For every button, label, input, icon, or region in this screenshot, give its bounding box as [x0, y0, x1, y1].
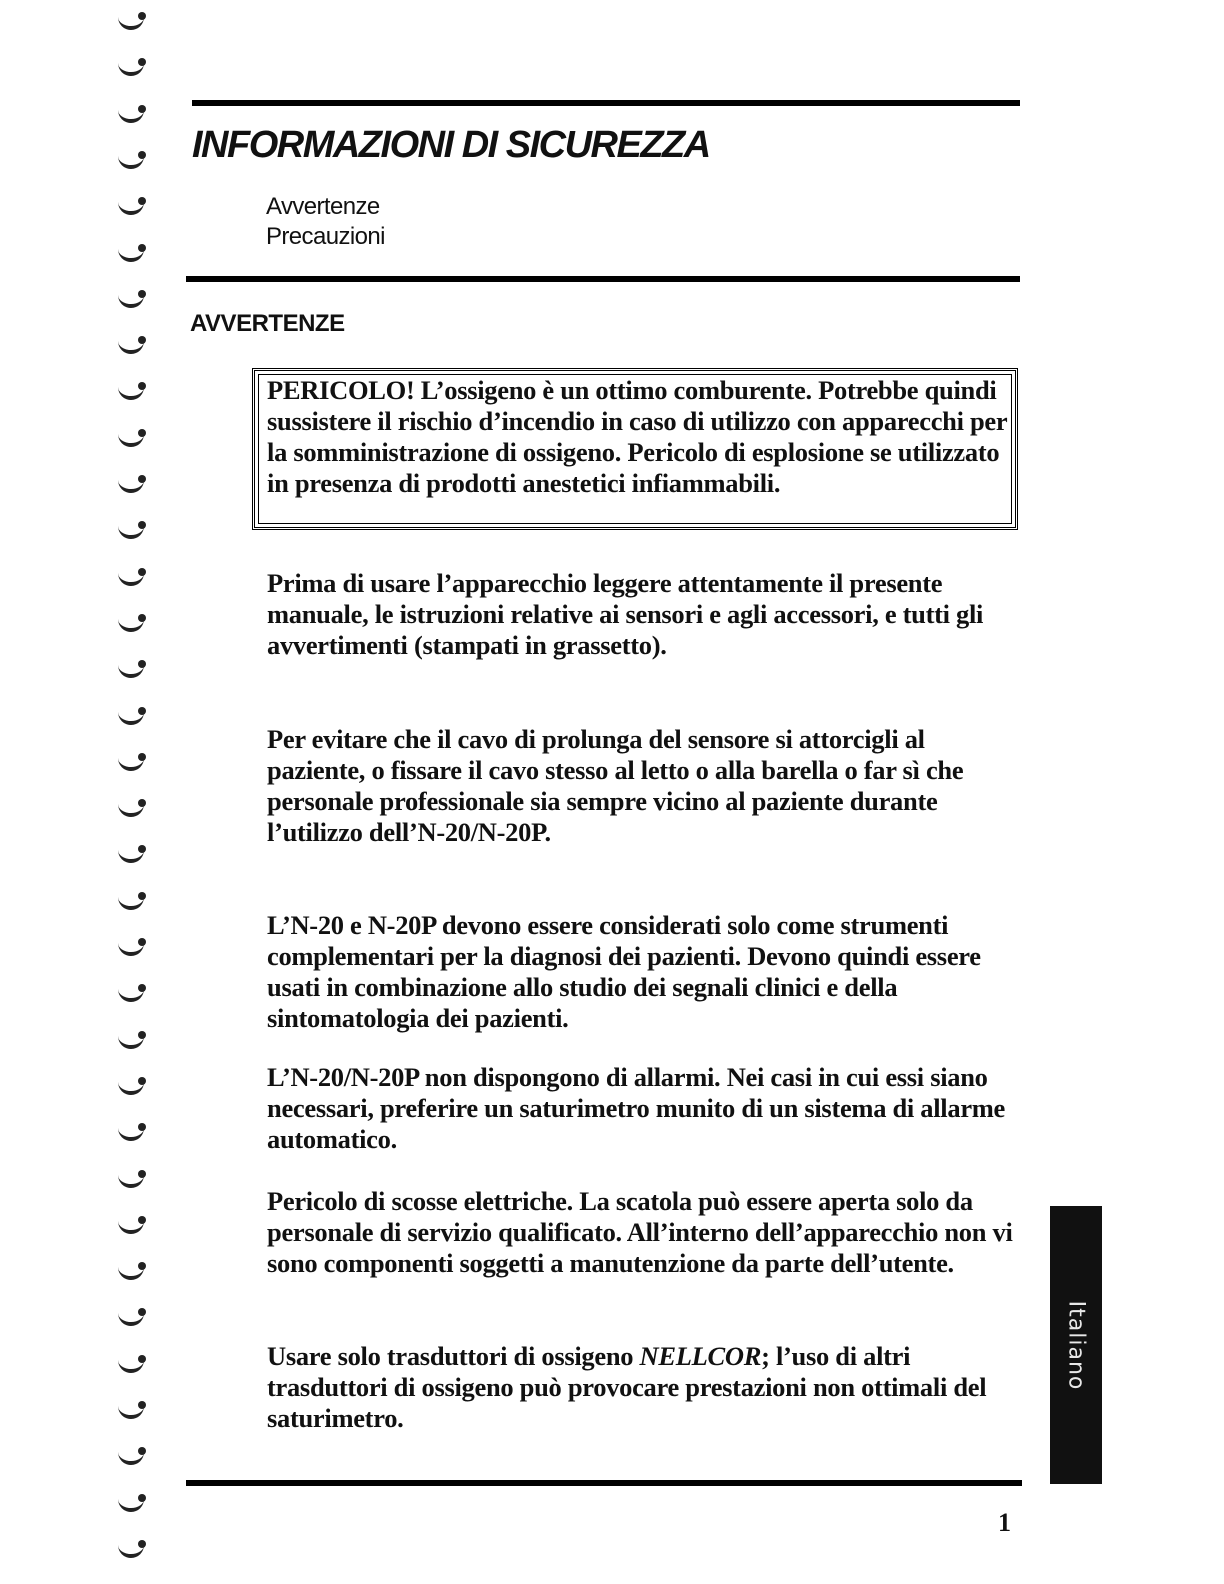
binding-ring	[118, 109, 144, 123]
warning-text: Usare solo trasduttori di ossigeno	[267, 1341, 640, 1371]
binding-ring	[118, 664, 144, 678]
danger-text: PERICOLO! L’ossigeno è un ottimo comburente. Potrebbe quindi sussistere il rischio d’incendio in caso di utilizzo con apparecchi per la somministrazione di ossigeno. Pericolo di esplosione se utilizzato in presenza di prodotti anestetici infiammabili.	[267, 375, 1007, 498]
binding-ring	[118, 525, 144, 539]
binding-ring	[118, 294, 144, 308]
danger-box	[252, 368, 1018, 530]
binding-ring	[118, 1220, 144, 1234]
binding-ring	[118, 1498, 144, 1512]
warning-paragraph: L’N-20/N-20P non dispongono di allarmi. Nei casi in cui essi siano necessari, preferire un saturimetro munito di un sistema di allarme automatico.	[267, 1062, 1006, 1154]
top-rule	[192, 100, 1020, 106]
binding-ring	[118, 757, 144, 771]
binding-ring	[118, 1405, 144, 1419]
section-rule	[186, 276, 1020, 282]
brand-name: NELLCOR	[639, 1341, 762, 1371]
page-number: 1	[998, 1508, 1011, 1537]
binding-ring	[118, 1359, 144, 1373]
binding-ring	[118, 1451, 144, 1465]
binding-ring	[118, 386, 144, 400]
binding-ring	[118, 1127, 144, 1141]
binding-ring	[118, 1312, 144, 1326]
language-tab	[1050, 1206, 1102, 1484]
binding-ring	[118, 155, 144, 169]
section-list	[266, 192, 385, 252]
binding-ring	[118, 803, 144, 817]
warning-paragraph: Prima di usare l’apparecchio leggere attentamente il presente manuale, le istruzioni relative ai sensori e agli accessori, e tutti gli avvertimenti (stampati in grassetto).	[267, 568, 984, 660]
spiral-binding	[112, 0, 152, 1584]
binding-ring	[118, 896, 144, 910]
binding-ring	[118, 1266, 144, 1280]
binding-ring	[118, 572, 144, 586]
binding-ring	[118, 1081, 144, 1095]
binding-ring	[118, 1544, 144, 1558]
warning-paragraph: Pericolo di scosse elettriche. La scatola può essere aperta solo da personale di servizio qualificato. All’interno dell’apparecchio non vi sono componenti soggetti a manutenzione da parte dell’utente.	[267, 1186, 1013, 1278]
binding-ring	[118, 942, 144, 956]
binding-ring	[118, 479, 144, 493]
warning-text: ; l’uso di altri trasduttori di ossigeno può provocare prestazioni non ottimali del saturimetro.	[267, 1341, 987, 1433]
warning-paragraph: Per evitare che il cavo di prolunga del sensore si attorcigli al paziente, o fissare il cavo stesso al letto o alla barella o far sì che personale professionale sia sempre vicino al paziente durante l’utilizzo dell’N-20/N-20P.	[267, 724, 964, 847]
binding-ring	[118, 340, 144, 354]
page-title: INFORMAZIONI DI SICUREZZA	[192, 124, 710, 166]
binding-ring	[118, 433, 144, 447]
toc-item-avvertenze: Avvertenze	[266, 193, 380, 220]
language-tab-label: Italiano	[1063, 1300, 1089, 1390]
binding-ring	[118, 248, 144, 262]
bottom-rule	[186, 1480, 1022, 1486]
binding-ring	[118, 201, 144, 215]
section-heading: AVVERTENZE	[190, 310, 345, 337]
binding-ring	[118, 1174, 144, 1188]
binding-ring	[118, 16, 144, 30]
toc-item-precauzioni: Precauzioni	[266, 223, 385, 250]
binding-ring	[118, 849, 144, 863]
binding-ring	[118, 618, 144, 632]
binding-ring	[118, 1035, 144, 1049]
warning-paragraph: L’N-20 e N-20P devono essere considerati solo come strumenti complementari per la diagnosi dei pazienti. Devono quindi essere usati in combinazione allo studio dei segnali clinici e della sintomatologia dei pazienti.	[267, 910, 981, 1033]
warning-paragraph-nellcor	[267, 1341, 1017, 1434]
binding-ring	[118, 711, 144, 725]
binding-ring	[118, 62, 144, 76]
binding-ring	[118, 988, 144, 1002]
